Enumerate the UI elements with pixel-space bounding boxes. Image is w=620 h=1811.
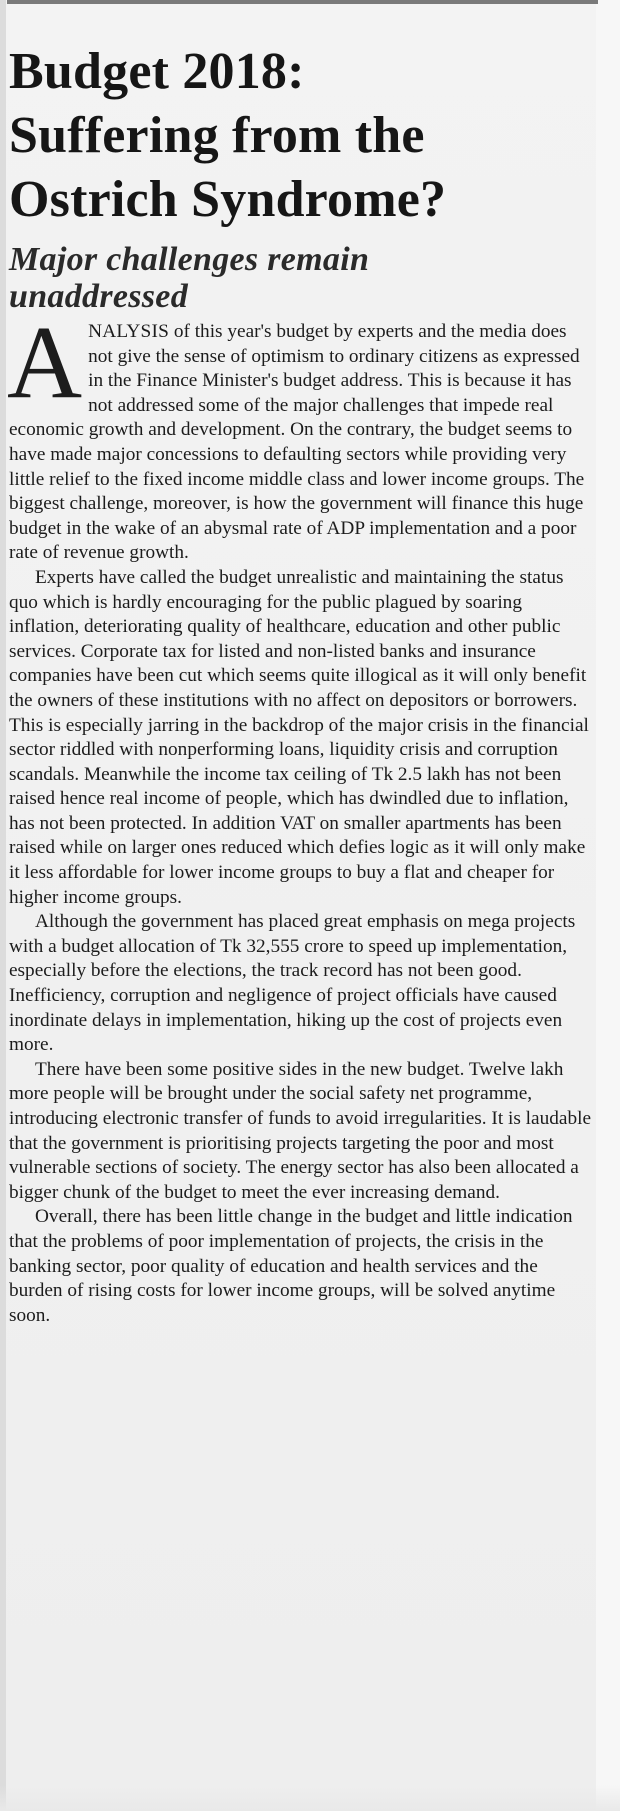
bottom-page-shadow	[0, 1785, 620, 1811]
article-body	[7, 305, 592, 1328]
headline	[9, 40, 592, 232]
top-rule-divider	[7, 0, 598, 4]
subheadline-line: unaddressed	[9, 278, 188, 315]
article-paragraph	[7, 305, 592, 566]
subheadline	[9, 241, 592, 315]
drop-cap-letter: A	[7, 305, 83, 420]
subheadline-line: Major challenges remain	[9, 241, 370, 278]
article-paragraph: Overall, there has been little change in the budget and little indication that the problems of poor implementation of projects, the crisis in the banking sector, poor quality of education and health services and the burden of rising costs for lower income groups, will be solved anytime soon.	[9, 1206, 573, 1326]
article-paragraph: Experts have called the budget unrealistic and maintaining the status quo which is hardly encouraging for the public plagued by soaring inflation, deteriorating quality of healthcare, education and other public services. Corporate tax for listed and non-listed banks and insurance companies have been cut which seems quite illogical as it will only benefit the owners of these institutions with no affect on depositors or borrowers. This is especially jarring in the backdrop of the major crisis in the financial sector riddled with nonperforming loans, liquidity crisis and corruption scandals. Meanwhile the income tax ceiling of Tk 2.5 lakh has not been raised hence real income of people, which has dwindled due to inflation, has not been protected. In addition VAT on smaller apartments has been raised while on larger ones reduced which defies logic as it will only make it less affordable for lower income groups to buy a flat and cheaper for higher income groups.	[9, 566, 589, 908]
right-page-margin	[596, 0, 620, 1811]
headline-line: Suffering from the	[9, 107, 425, 164]
editorial-article	[9, 40, 592, 1328]
headline-line: Budget 2018:	[9, 43, 305, 100]
left-margin-shadow	[0, 0, 6, 1811]
paragraph-text: of this year's budget by experts and the media does not give the sense of optimism to ordinary citizens as expressed in the Finance Minister's budget address. This is because it has not addressed some of the major challenges that impede real economic growth and development. On the contrary, the budget seems to have made major concessions to defaulting sectors while providing very little relief to the fixed income middle class and lower income groups. The biggest challenge, moreover, is how the government will finance this huge budget in the wake of an abysmal rate of ADP implementation and a poor rate of revenue growth.	[9, 321, 585, 564]
article-paragraph: Although the government has placed great emphasis on mega projects with a budget allocation of Tk 32,555 crore to speed up implementation, especially before the elections, the track record has not been good. Inefficiency, corruption and negligence of project officials have caused inordinate delays in implementation, hiking up the cost of projects even more.	[9, 911, 576, 1056]
lead-word-caps: NALYSIS	[88, 321, 169, 342]
article-paragraph: There have been some positive sides in the new budget. Twelve lakh more people will be brought under the social safety net programme, introducing electronic transfer of funds to avoid irregularities. It is laudable that the government is prioritising projects targeting the poor and most vulnerable sections of society. The energy sector has also been allocated a bigger chunk of the budget to meet the ever increasing demand.	[9, 1058, 591, 1203]
headline-line: Ostrich Syndrome?	[9, 171, 447, 228]
